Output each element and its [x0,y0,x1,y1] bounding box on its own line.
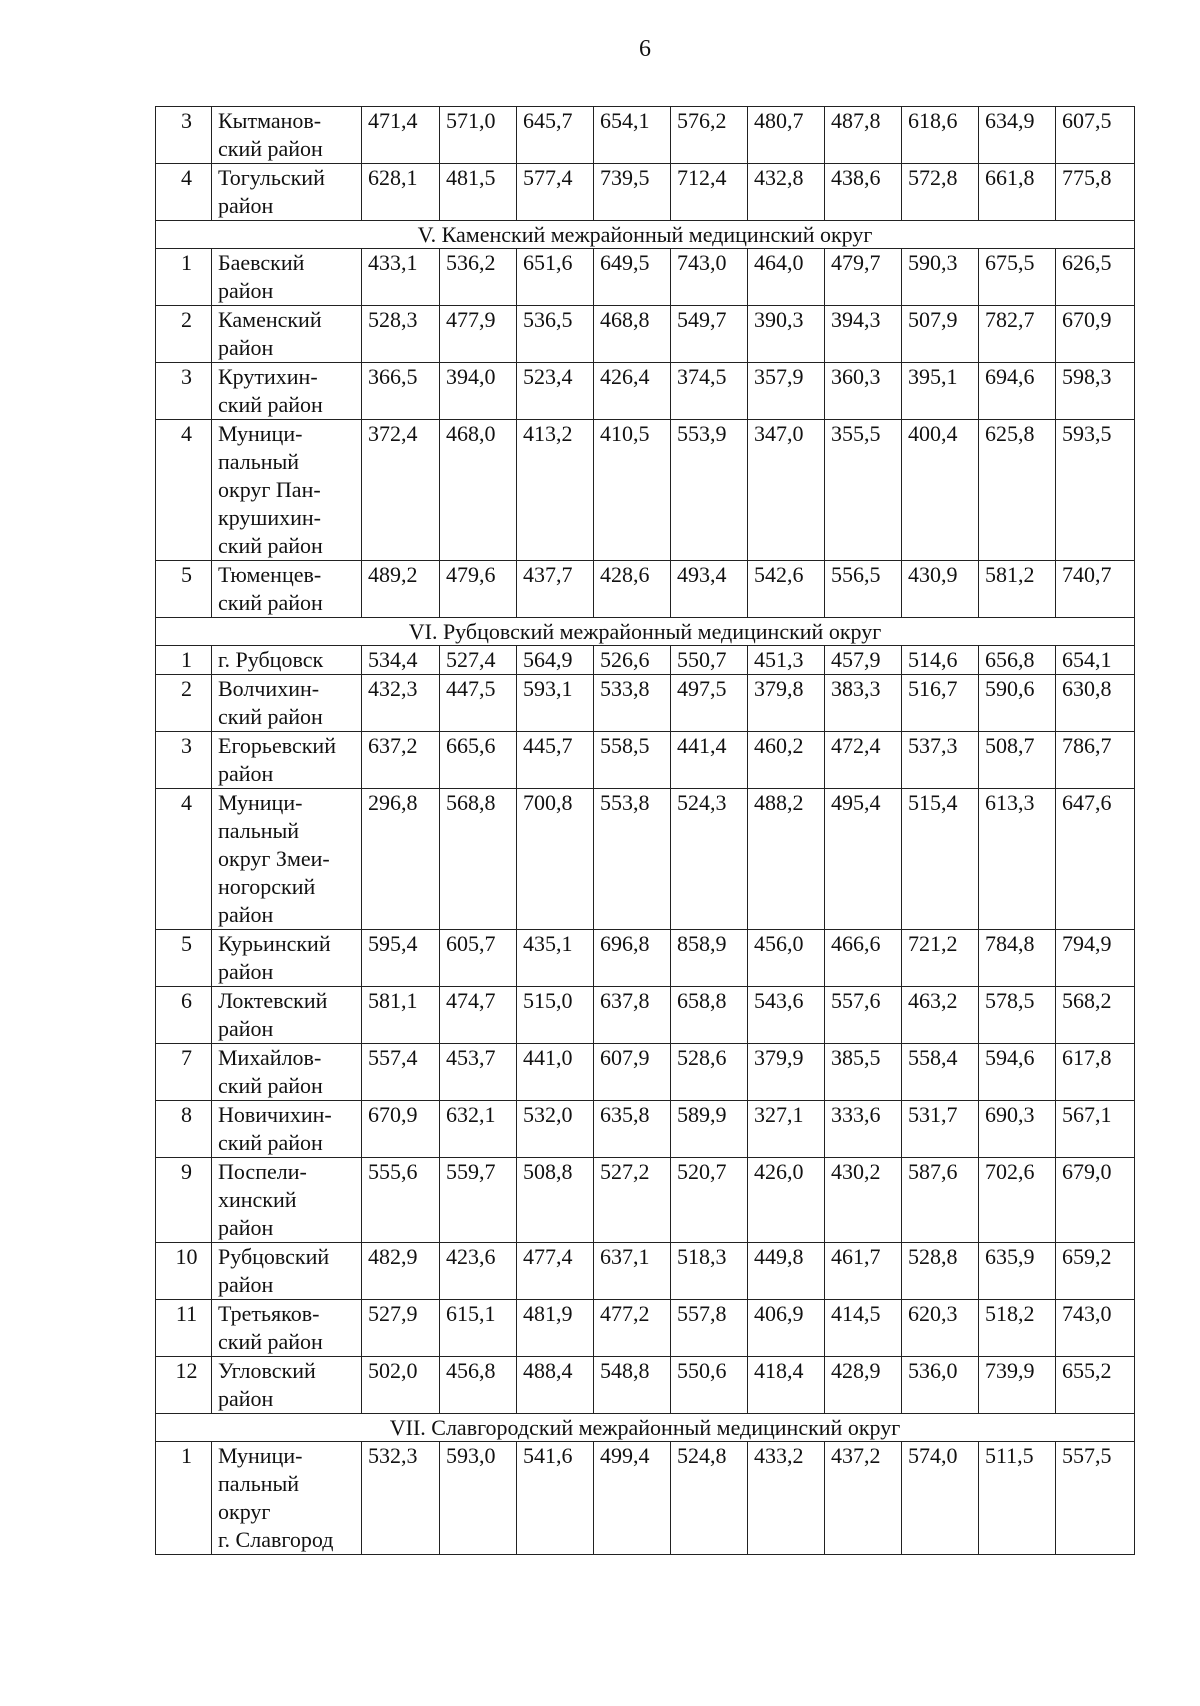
value-cell: 515,0 [517,987,594,1044]
value-cell: 533,8 [594,675,671,732]
value-cell: 433,2 [748,1442,825,1555]
value-cell: 549,7 [671,306,748,363]
value-cell: 632,1 [440,1101,517,1158]
value-cell: 428,9 [825,1357,902,1414]
value-cell: 694,6 [979,363,1056,420]
value-cell: 502,0 [362,1357,440,1414]
row-number: 1 [156,646,212,675]
value-cell: 437,7 [517,561,594,618]
table-row [156,1442,1135,1555]
value-cell: 548,8 [594,1357,671,1414]
value-cell: 466,6 [825,930,902,987]
value-cell: 593,5 [1056,420,1135,561]
value-cell: 536,5 [517,306,594,363]
value-cell: 379,8 [748,675,825,732]
district-name: Муници- пальный округ Пан- крушихин- ский район [212,420,362,561]
value-cell: 665,6 [440,732,517,789]
value-cell: 456,8 [440,1357,517,1414]
value-cell: 637,1 [594,1243,671,1300]
value-cell: 568,2 [1056,987,1135,1044]
value-cell: 515,4 [902,789,979,930]
value-cell: 696,8 [594,930,671,987]
value-cell: 488,4 [517,1357,594,1414]
value-cell: 564,9 [517,646,594,675]
value-cell: 468,0 [440,420,517,561]
value-cell: 558,5 [594,732,671,789]
value-cell: 637,2 [362,732,440,789]
value-cell: 593,0 [440,1442,517,1555]
value-cell: 468,8 [594,306,671,363]
value-cell: 357,9 [748,363,825,420]
value-cell: 532,3 [362,1442,440,1555]
value-cell: 347,0 [748,420,825,561]
value-cell: 395,1 [902,363,979,420]
value-cell: 775,8 [1056,164,1135,221]
value-cell: 460,2 [748,732,825,789]
value-cell: 426,0 [748,1158,825,1243]
value-cell: 400,4 [902,420,979,561]
value-cell: 740,7 [1056,561,1135,618]
value-cell: 482,9 [362,1243,440,1300]
value-cell: 782,7 [979,306,1056,363]
value-cell: 590,3 [902,249,979,306]
value-cell: 527,9 [362,1300,440,1357]
section-header-row [156,1414,1135,1442]
value-cell: 743,0 [671,249,748,306]
value-cell: 635,9 [979,1243,1056,1300]
value-cell: 461,7 [825,1243,902,1300]
value-cell: 577,4 [517,164,594,221]
value-cell: 453,7 [440,1044,517,1101]
value-cell: 524,3 [671,789,748,930]
value-cell: 394,0 [440,363,517,420]
value-cell: 543,6 [748,987,825,1044]
district-name: Баевский район [212,249,362,306]
value-cell: 620,3 [902,1300,979,1357]
value-cell: 613,3 [979,789,1056,930]
value-cell: 481,5 [440,164,517,221]
value-cell: 700,8 [517,789,594,930]
row-number: 1 [156,1442,212,1555]
value-cell: 445,7 [517,732,594,789]
value-cell: 495,4 [825,789,902,930]
value-cell: 679,0 [1056,1158,1135,1243]
value-cell: 394,3 [825,306,902,363]
value-cell: 607,5 [1056,107,1135,164]
value-cell: 647,6 [1056,789,1135,930]
table-row [156,107,1135,164]
value-cell: 432,8 [748,164,825,221]
table-row [156,732,1135,789]
value-cell: 463,2 [902,987,979,1044]
value-cell: 589,9 [671,1101,748,1158]
section-title: V. Каменский межрайонный медицинский округ [156,221,1135,249]
district-name: Тюменцев- ский район [212,561,362,618]
value-cell: 739,9 [979,1357,1056,1414]
value-cell: 477,9 [440,306,517,363]
value-cell: 661,8 [979,164,1056,221]
value-cell: 784,8 [979,930,1056,987]
district-name: Муници- пальный округ Змеи- ногорский район [212,789,362,930]
value-cell: 430,9 [902,561,979,618]
value-cell: 428,6 [594,561,671,618]
value-cell: 532,0 [517,1101,594,1158]
value-cell: 511,5 [979,1442,1056,1555]
value-cell: 390,3 [748,306,825,363]
value-cell: 743,0 [1056,1300,1135,1357]
value-cell: 471,4 [362,107,440,164]
value-cell: 477,2 [594,1300,671,1357]
district-name: Тогульский район [212,164,362,221]
row-number: 4 [156,420,212,561]
value-cell: 487,8 [825,107,902,164]
value-cell: 659,2 [1056,1243,1135,1300]
value-cell: 355,5 [825,420,902,561]
value-cell: 477,4 [517,1243,594,1300]
value-cell: 481,9 [517,1300,594,1357]
value-cell: 493,4 [671,561,748,618]
section-header-row [156,618,1135,646]
row-number: 9 [156,1158,212,1243]
value-cell: 296,8 [362,789,440,930]
value-cell: 794,9 [1056,930,1135,987]
table-row [156,675,1135,732]
value-cell: 637,8 [594,987,671,1044]
value-cell: 557,4 [362,1044,440,1101]
value-cell: 690,3 [979,1101,1056,1158]
row-number: 10 [156,1243,212,1300]
value-cell: 572,8 [902,164,979,221]
value-cell: 536,0 [902,1357,979,1414]
value-cell: 558,4 [902,1044,979,1101]
value-cell: 858,9 [671,930,748,987]
value-cell: 327,1 [748,1101,825,1158]
district-name: Рубцовский район [212,1243,362,1300]
value-cell: 607,9 [594,1044,671,1101]
row-number: 3 [156,732,212,789]
value-cell: 527,4 [440,646,517,675]
value-cell: 581,2 [979,561,1056,618]
value-cell: 414,5 [825,1300,902,1357]
value-cell: 518,2 [979,1300,1056,1357]
district-name: Егорьевский район [212,732,362,789]
value-cell: 528,6 [671,1044,748,1101]
table-body [156,107,1135,1555]
value-cell: 526,6 [594,646,671,675]
district-name: Локтевский район [212,987,362,1044]
value-cell: 598,3 [1056,363,1135,420]
value-cell: 410,5 [594,420,671,561]
value-cell: 721,2 [902,930,979,987]
value-cell: 479,6 [440,561,517,618]
table-row [156,561,1135,618]
district-name: Муници- пальный округ г. Славгород [212,1442,362,1555]
value-cell: 508,8 [517,1158,594,1243]
value-cell: 480,7 [748,107,825,164]
value-cell: 366,5 [362,363,440,420]
value-cell: 786,7 [1056,732,1135,789]
value-cell: 528,8 [902,1243,979,1300]
district-name: г. Рубцовск [212,646,362,675]
value-cell: 670,9 [1056,306,1135,363]
value-cell: 556,5 [825,561,902,618]
value-cell: 587,6 [902,1158,979,1243]
value-cell: 449,8 [748,1243,825,1300]
value-cell: 333,6 [825,1101,902,1158]
district-name: Михайлов- ский район [212,1044,362,1101]
row-number: 5 [156,561,212,618]
value-cell: 457,9 [825,646,902,675]
row-number: 2 [156,306,212,363]
value-cell: 739,5 [594,164,671,221]
table-row [156,363,1135,420]
value-cell: 527,2 [594,1158,671,1243]
value-cell: 489,2 [362,561,440,618]
statistics-table [155,106,1135,1555]
value-cell: 441,4 [671,732,748,789]
value-cell: 524,8 [671,1442,748,1555]
value-cell: 534,4 [362,646,440,675]
value-cell: 479,7 [825,249,902,306]
value-cell: 536,2 [440,249,517,306]
value-cell: 542,6 [748,561,825,618]
district-name: Крутихин- ский район [212,363,362,420]
value-cell: 441,0 [517,1044,594,1101]
row-number: 5 [156,930,212,987]
value-cell: 499,4 [594,1442,671,1555]
value-cell: 374,5 [671,363,748,420]
value-cell: 447,5 [440,675,517,732]
value-cell: 581,1 [362,987,440,1044]
value-cell: 488,2 [748,789,825,930]
row-number: 7 [156,1044,212,1101]
value-cell: 567,1 [1056,1101,1135,1158]
value-cell: 550,7 [671,646,748,675]
value-cell: 474,7 [440,987,517,1044]
value-cell: 656,8 [979,646,1056,675]
section-title: VI. Рубцовский межрайонный медицинский округ [156,618,1135,646]
table-row [156,646,1135,675]
value-cell: 568,8 [440,789,517,930]
value-cell: 508,7 [979,732,1056,789]
row-number: 4 [156,789,212,930]
value-cell: 433,1 [362,249,440,306]
value-cell: 578,5 [979,987,1056,1044]
value-cell: 576,2 [671,107,748,164]
row-number: 8 [156,1101,212,1158]
row-number: 2 [156,675,212,732]
table-row [156,420,1135,561]
value-cell: 541,6 [517,1442,594,1555]
value-cell: 574,0 [902,1442,979,1555]
value-cell: 438,6 [825,164,902,221]
value-cell: 634,9 [979,107,1056,164]
value-cell: 413,2 [517,420,594,561]
value-cell: 557,5 [1056,1442,1135,1555]
value-cell: 654,1 [1056,646,1135,675]
value-cell: 451,3 [748,646,825,675]
value-cell: 593,1 [517,675,594,732]
row-number: 3 [156,107,212,164]
value-cell: 670,9 [362,1101,440,1158]
value-cell: 406,9 [748,1300,825,1357]
value-cell: 712,4 [671,164,748,221]
value-cell: 537,3 [902,732,979,789]
value-cell: 379,9 [748,1044,825,1101]
value-cell: 630,8 [1056,675,1135,732]
row-number: 11 [156,1300,212,1357]
section-header-row [156,221,1135,249]
value-cell: 518,3 [671,1243,748,1300]
row-number: 6 [156,987,212,1044]
row-number: 3 [156,363,212,420]
table-row [156,1243,1135,1300]
value-cell: 497,5 [671,675,748,732]
value-cell: 437,2 [825,1442,902,1555]
value-cell: 385,5 [825,1044,902,1101]
table-row [156,249,1135,306]
value-cell: 557,6 [825,987,902,1044]
district-name: Новичихин- ский район [212,1101,362,1158]
table-row [156,789,1135,930]
district-name: Поспели- хинский район [212,1158,362,1243]
value-cell: 432,3 [362,675,440,732]
value-cell: 605,7 [440,930,517,987]
value-cell: 590,6 [979,675,1056,732]
value-cell: 553,8 [594,789,671,930]
value-cell: 626,5 [1056,249,1135,306]
table-row [156,306,1135,363]
value-cell: 520,7 [671,1158,748,1243]
value-cell: 472,4 [825,732,902,789]
row-number: 1 [156,249,212,306]
section-title: VII. Славгородский межрайонный медицинский округ [156,1414,1135,1442]
district-name: Курьинский район [212,930,362,987]
value-cell: 418,4 [748,1357,825,1414]
table-row [156,1357,1135,1414]
value-cell: 430,2 [825,1158,902,1243]
district-name: Третьяков- ский район [212,1300,362,1357]
value-cell: 618,6 [902,107,979,164]
row-number: 4 [156,164,212,221]
value-cell: 507,9 [902,306,979,363]
table-row [156,1158,1135,1243]
value-cell: 617,8 [1056,1044,1135,1101]
value-cell: 553,9 [671,420,748,561]
district-name: Волчихин- ский район [212,675,362,732]
value-cell: 615,1 [440,1300,517,1357]
value-cell: 658,8 [671,987,748,1044]
value-cell: 531,7 [902,1101,979,1158]
value-cell: 571,0 [440,107,517,164]
value-cell: 649,5 [594,249,671,306]
value-cell: 514,6 [902,646,979,675]
district-name: Кытманов- ский район [212,107,362,164]
value-cell: 628,1 [362,164,440,221]
value-cell: 464,0 [748,249,825,306]
table-row [156,164,1135,221]
value-cell: 426,4 [594,363,671,420]
page-number: 6 [639,36,651,62]
table-row [156,1044,1135,1101]
value-cell: 523,4 [517,363,594,420]
value-cell: 559,7 [440,1158,517,1243]
value-cell: 423,6 [440,1243,517,1300]
table-row [156,930,1135,987]
table-row [156,987,1135,1044]
value-cell: 651,6 [517,249,594,306]
value-cell: 435,1 [517,930,594,987]
value-cell: 625,8 [979,420,1056,561]
row-number: 12 [156,1357,212,1414]
value-cell: 645,7 [517,107,594,164]
table-row [156,1101,1135,1158]
district-name: Каменский район [212,306,362,363]
value-cell: 595,4 [362,930,440,987]
value-cell: 555,6 [362,1158,440,1243]
value-cell: 456,0 [748,930,825,987]
value-cell: 360,3 [825,363,902,420]
table-row [156,1300,1135,1357]
district-name: Угловский район [212,1357,362,1414]
value-cell: 372,4 [362,420,440,561]
value-cell: 594,6 [979,1044,1056,1101]
value-cell: 383,3 [825,675,902,732]
value-cell: 550,6 [671,1357,748,1414]
value-cell: 654,1 [594,107,671,164]
value-cell: 702,6 [979,1158,1056,1243]
value-cell: 528,3 [362,306,440,363]
value-cell: 675,5 [979,249,1056,306]
value-cell: 557,8 [671,1300,748,1357]
value-cell: 655,2 [1056,1357,1135,1414]
value-cell: 516,7 [902,675,979,732]
value-cell: 635,8 [594,1101,671,1158]
